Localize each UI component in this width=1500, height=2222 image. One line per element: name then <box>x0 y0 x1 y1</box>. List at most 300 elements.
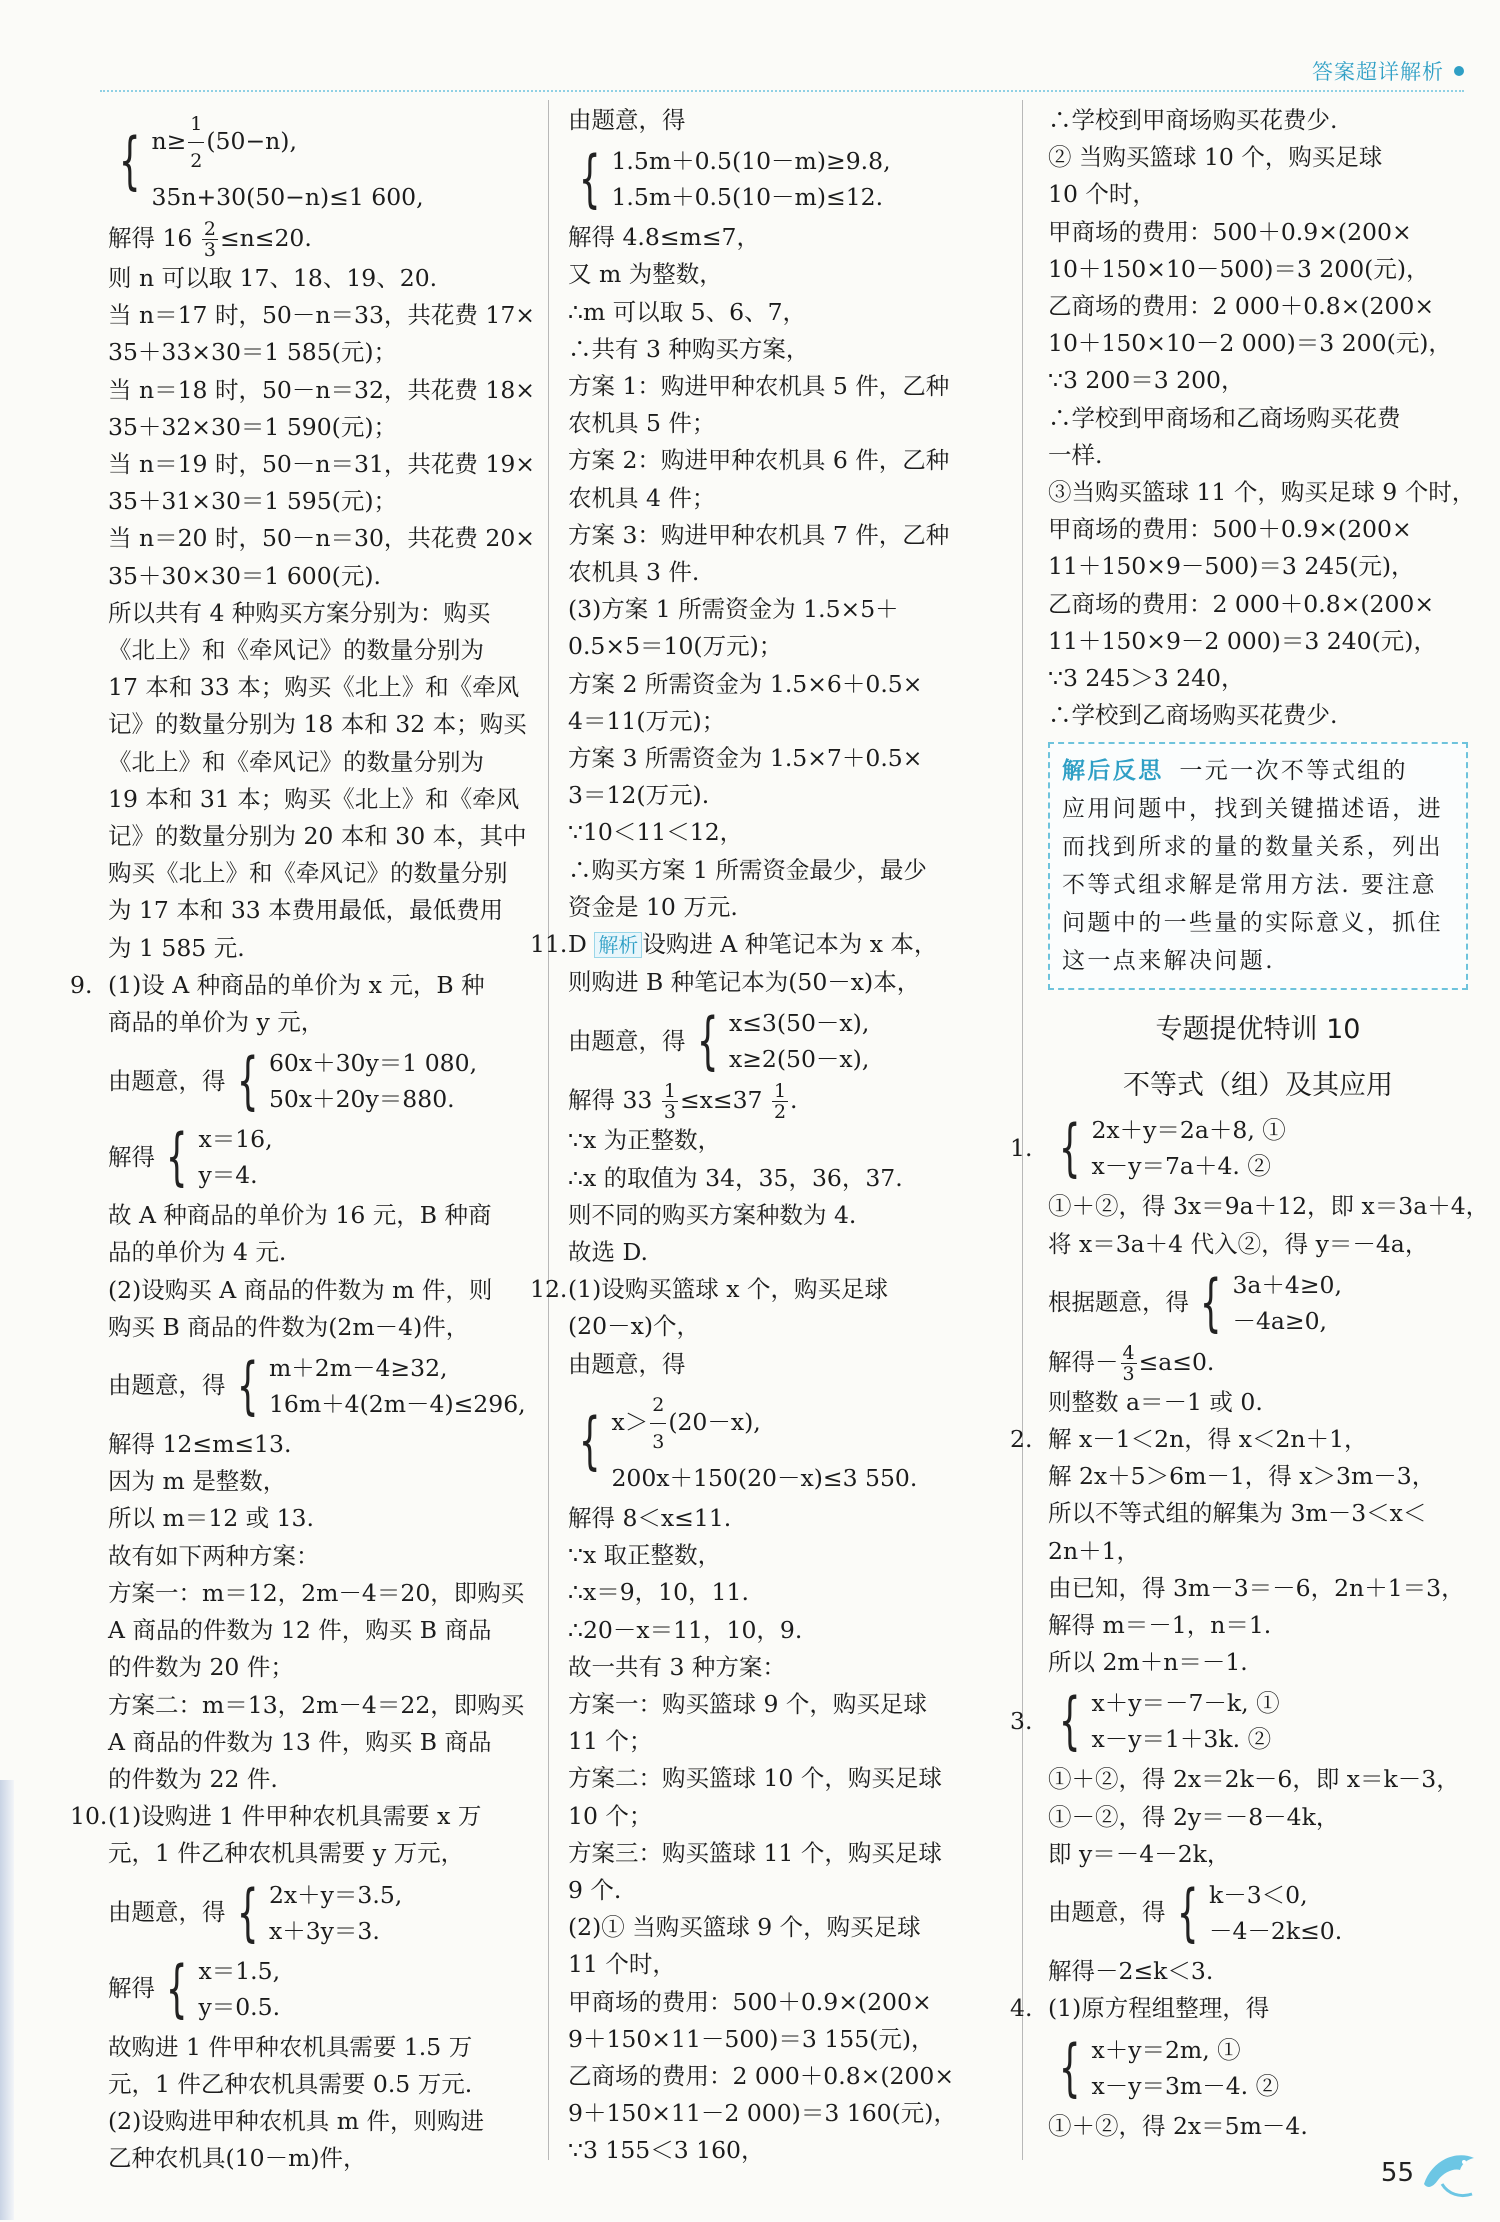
equation-system <box>1010 1684 1468 1758</box>
line-text: 所以共有 4 种购买方案分别为：购买 <box>108 598 491 627</box>
line-text: ∵10＜11＜12， <box>568 818 744 847</box>
line-text: (1)原方程组整理，得 <box>1048 1994 1270 2023</box>
line-text: ∵x 取正整数， <box>568 1541 722 1570</box>
line-text: 方案三：购买篮球 11 个，购买足球 <box>568 1838 942 1867</box>
column-middle <box>530 102 990 2170</box>
text-line: ∴学校到甲商场购买花费少. <box>1048 106 1338 134</box>
equation: 35n+30(50−n)≤1 600, <box>151 183 424 211</box>
question-number: 11. <box>530 930 568 959</box>
line-text: 解得 12≤m≤13. <box>108 1430 292 1459</box>
brace-icon: { <box>165 1120 188 1194</box>
equation: 200x＋150(20－x)≤3 550. <box>611 1463 918 1492</box>
line-text: ①＋②，得 2x＝5m－4. <box>1048 2111 1308 2140</box>
system-lines <box>1209 1877 1342 1949</box>
text-line: 11＋150×9－500)＝3 245(元)， <box>1048 552 1415 581</box>
fraction <box>202 219 218 260</box>
equation-system <box>108 1045 518 1117</box>
equation-system <box>1048 2032 1468 2104</box>
system-lines <box>1091 1112 1285 1184</box>
text-line <box>108 483 518 520</box>
text-line: ∴学校到甲商场和乙商场购买花费 <box>1048 403 1401 432</box>
brace-icon: { <box>1058 1111 1081 1185</box>
text-line <box>568 703 990 740</box>
text-line <box>1048 1226 1468 1263</box>
line-text: 由题意，得 <box>568 106 686 134</box>
text-line <box>568 1686 990 1723</box>
line-text: 农机具 3 件. <box>568 558 700 587</box>
brace-icon: { <box>578 1404 601 1478</box>
equation: x≥2(50－x), <box>728 1045 870 1074</box>
line-text: 甲商场的费用：500＋0.9×(200× <box>568 1987 932 2016</box>
question-number: 9. <box>70 970 93 999</box>
equation: x－y＝1＋3k. ② <box>1091 1725 1272 1754</box>
line-text: 方案 3 所需资金为 1.5×7＋0.5× <box>568 744 923 773</box>
line-text: 当 n＝19 时，50－n＝31，共花费 19× <box>108 450 535 479</box>
line-text: 当 n＝17 时，50－n＝33，共花费 17× <box>108 301 535 330</box>
line-text: 35＋33×30＝1 585(元)； <box>108 338 398 367</box>
line-text: 所以不等式组的解集为 3m－3＜x＜ <box>1048 1499 1427 1528</box>
line-text: 农机具 4 件； <box>568 483 716 512</box>
text-line <box>108 297 535 334</box>
line-text: 故有如下两种方案： <box>108 1541 320 1570</box>
text-line <box>568 591 990 628</box>
line-text: 又 m 为整数， <box>568 260 723 289</box>
question-number: 12. <box>530 1275 568 1304</box>
text-line <box>108 1649 518 1686</box>
text-line: ② 当购买篮球 10 个，购买足球 <box>1048 143 1383 172</box>
note-text: 问题中的一些量的实际意义，抓住 <box>1062 910 1443 937</box>
line-text: 11 个； <box>568 1727 653 1756</box>
equation: x＋y＝－7－k, ① <box>1091 1689 1280 1718</box>
text-line <box>568 1500 990 1537</box>
line-text: 记》的数量分别为 20 本和 30 本，其中 <box>108 822 527 851</box>
text-line <box>108 2140 518 2177</box>
fraction-denominator: 2 <box>190 150 203 172</box>
text-line: 10 个时， <box>1048 180 1156 209</box>
equation: m＋2m－4≥32, <box>268 1354 448 1383</box>
line-text: 将 x＝3a＋4 代入②，得 y＝－4a， <box>1048 1229 1429 1258</box>
text-line <box>1048 1458 1468 1495</box>
text-line <box>568 102 990 139</box>
line-text: 品的单价为 4 元. <box>108 1238 287 1267</box>
line-text: (1)设购买篮球 x 个，购买足球 <box>568 1275 888 1304</box>
text-line: 乙商场的费用：2 000＋0.8×(200× <box>1048 589 1435 618</box>
line-text: 35＋30×30＝1 600(元). <box>108 561 381 590</box>
equation: 60x＋30y＝1 080, <box>268 1049 478 1078</box>
brace-icon: { <box>118 123 141 197</box>
system-prefix: 由题意，得 <box>568 1026 686 1055</box>
line-text: 当 n＝20 时，50－n＝30，共花费 20× <box>108 524 535 553</box>
text-line <box>568 1612 990 1649</box>
line-text: 则不同的购买方案种数为 4. <box>568 1200 857 1229</box>
text-line <box>108 1612 518 1649</box>
text-line <box>568 1798 990 1835</box>
text-line <box>108 595 518 632</box>
system-lines <box>1091 1685 1279 1757</box>
system-prefix: 由题意，得 <box>108 1897 226 1926</box>
line-text: (1)设购进 1 件甲种农机具需要 x 万 <box>108 1802 482 1831</box>
fraction-numerator: 2 <box>650 1387 666 1424</box>
text-line <box>1048 1953 1468 1990</box>
system-prefix: 解得 <box>108 1973 155 2002</box>
line-text: 由题意，得 <box>568 1349 686 1378</box>
equation: 2x＋y＝2a＋8, ① <box>1091 1116 1286 1145</box>
line-text: 农机具 5 件； <box>568 409 716 438</box>
text-line <box>568 256 990 293</box>
system-lines <box>1091 2032 1279 2104</box>
equation-system <box>568 1387 990 1496</box>
brace-icon: { <box>696 1004 719 1078</box>
text-line <box>108 1761 518 1798</box>
page-edge-shadow <box>0 1780 14 2220</box>
line-text: 19 本和 31 本；购买《北上》和《牵风 <box>108 784 520 813</box>
line-text: ∴购买方案 1 所需资金最少，最少 <box>568 855 927 884</box>
fraction-numerator: 4 <box>1122 1341 1135 1364</box>
note-text: 不等式组求解是常用方法. 要注意 <box>1062 872 1438 899</box>
text-line <box>568 1197 990 1234</box>
line-text: 35＋32×30＝1 590(元)； <box>108 412 398 441</box>
equation: y＝0.5. <box>198 1992 281 2021</box>
line-text: 《北上》和《牵风记》的数量分别为 <box>108 747 484 776</box>
line-text: 方案一：m＝12，2m－4＝20，即购买 <box>108 1578 525 1607</box>
system-prefix: 根据题意，得 <box>1048 1288 1189 1317</box>
text-line <box>108 1724 518 1761</box>
brace-icon: { <box>1058 1684 1081 1758</box>
line-text: ∵3 155＜3 160， <box>568 2136 765 2165</box>
line-text: 则整数 a＝－1 或 0. <box>1048 1387 1263 1416</box>
equation-system <box>108 106 518 215</box>
equation: 1.5m＋0.5(10－m)≥9.8, <box>611 147 891 176</box>
question-number: 3. <box>1010 1706 1033 1735</box>
text-line: 甲商场的费用：500＋0.9×(200× <box>1048 515 1412 544</box>
fraction-denominator: 3 <box>1122 1362 1135 1385</box>
brace-icon: { <box>1058 2030 1081 2104</box>
equation: x≤3(50－x), <box>728 1009 870 1038</box>
text-line <box>568 1760 990 1797</box>
text-line: ∴学校到乙商场购买花费少. <box>1048 701 1338 730</box>
text-line <box>568 852 990 889</box>
text-line: 10＋150×10－500)＝3 200(元)， <box>1048 254 1430 283</box>
text-line <box>568 777 990 814</box>
text-line: 11＋150×9－2 000)＝3 240(元)， <box>1048 626 1437 655</box>
text-line <box>108 818 527 855</box>
text-line <box>1048 1570 1468 1607</box>
fraction-denominator: 3 <box>663 1101 676 1124</box>
text-line <box>568 2095 990 2132</box>
note-heading: 解后反思 <box>1062 758 1164 785</box>
text-line <box>108 409 518 446</box>
equation: －4－2k≤0. <box>1208 1917 1343 1946</box>
section-subtitle: 不等式（组）及其应用 <box>1123 1070 1393 1102</box>
text-line <box>108 855 518 892</box>
equation: －4a≥0, <box>1232 1306 1328 1335</box>
text-line <box>568 2058 990 2095</box>
column-divider <box>548 100 549 2160</box>
line-text: 9＋150×11－500)＝3 155(元)， <box>568 2024 935 2053</box>
fraction-numerator: 1 <box>773 1080 787 1103</box>
text-line <box>1048 1188 1490 1225</box>
line-text: ①＋②，得 3x＝9a＋12，即 x＝3a＋4， <box>1048 1192 1490 1221</box>
line-text: ∴m 可以取 5、6、7， <box>568 297 807 326</box>
fraction <box>662 1081 678 1122</box>
text-line <box>568 964 990 1001</box>
text-line <box>108 669 518 706</box>
fraction-denominator: 3 <box>203 239 216 261</box>
fraction-denominator: 3 <box>652 1430 665 1453</box>
line-text: ∴x＝9，10，11. <box>568 1578 749 1607</box>
equation-system <box>1048 1877 1468 1949</box>
text-line <box>108 2029 518 2066</box>
text-line <box>108 2066 518 2103</box>
brace-icon: { <box>1176 1876 1199 1950</box>
question-line <box>530 1271 990 1308</box>
text-line: ∵3 245＞3 240， <box>1048 664 1245 693</box>
line-text: 元，1 件乙种农机具需要 y 万元， <box>108 1839 465 1868</box>
line-text: 故一共有 3 种方案： <box>568 1652 786 1681</box>
text-line <box>568 1234 990 1271</box>
text-line <box>108 1500 518 1537</box>
line-text: ∴x 的取值为 34，35，36，37. <box>568 1163 903 1192</box>
system-lines <box>269 1045 477 1117</box>
line-text: (2)设购买 A 商品的件数为 m 件，则 <box>108 1275 493 1304</box>
text-line <box>568 517 990 554</box>
line-text: ①－②，得 2y＝－8－4k， <box>1048 1802 1340 1831</box>
text-line <box>568 1649 990 1686</box>
question-line <box>530 926 990 964</box>
system-prefix: 解得 <box>108 1142 155 1171</box>
text-line <box>1048 1607 1468 1644</box>
equation: 1.5m＋0.5(10－m)≤12. <box>611 183 884 212</box>
text-line <box>568 1122 990 1159</box>
line-text: 0.5×5＝10(万元)； <box>568 632 783 661</box>
text-line <box>108 446 535 483</box>
fraction-numerator: 1 <box>663 1080 676 1103</box>
text-line <box>568 2132 990 2169</box>
analysis-tag: 解析 <box>594 932 642 958</box>
question-number: 10. <box>70 1802 108 1831</box>
equation-system <box>568 1005 990 1077</box>
equation-system <box>1048 1267 1468 1339</box>
equation: x－y＝7a＋4. ② <box>1091 1152 1271 1181</box>
text-line <box>108 1687 525 1724</box>
line-text: 由已知，得 3m－3＝－6，2n＋1＝3， <box>1048 1573 1465 1602</box>
line-text: D 解析 设购进 A 种笔记本为 x 本， <box>568 930 938 959</box>
brace-icon: { <box>165 1951 188 2025</box>
text-line <box>1048 1533 1468 1570</box>
text-line: 甲商场的费用：500＋0.9×(200× <box>1048 217 1412 246</box>
line-text: 为 17 本和 33 本费用最低，最低费用 <box>108 896 504 925</box>
text-line <box>568 666 990 703</box>
question-line <box>1010 1990 1468 2027</box>
text-line <box>108 1004 518 1041</box>
line-text: 的件数为 22 件. <box>108 1764 278 1793</box>
text-line <box>108 1538 518 1575</box>
header-title: 答案超详解析 <box>1312 60 1444 84</box>
text-line <box>568 1723 990 1760</box>
equation: 16m＋4(2m－4)≤296, <box>268 1390 526 1419</box>
line-text: 解 x－1＜2n，得 x＜2n＋1， <box>1048 1425 1368 1454</box>
line-text: 方案一：购买篮球 9 个，购买足球 <box>568 1689 927 1718</box>
text-line <box>108 2103 518 2140</box>
line-text: A 商品的件数为 13 件，购买 B 商品 <box>108 1727 492 1756</box>
system-prefix: 由题意，得 <box>108 1371 226 1400</box>
equation: x＝16, <box>198 1125 273 1154</box>
line-text: 乙种农机具(10－m)件， <box>108 2144 367 2173</box>
line-text: 2n＋1， <box>1048 1536 1141 1565</box>
line-text: 方案二：m＝13，2m－4＝22，即购买 <box>108 1690 525 1719</box>
text-line <box>108 1575 525 1612</box>
line-text: 解得 8＜x≤11. <box>568 1503 732 1532</box>
question-number: 1. <box>1010 1133 1033 1162</box>
text-line <box>568 1946 990 1983</box>
line-text: 方案 2 所需资金为 1.5×6＋0.5× <box>568 669 923 698</box>
line-text: (20－x)个， <box>568 1312 700 1341</box>
line-text: 购买 B 商品的件数为(2m－4)件， <box>108 1312 470 1341</box>
page-header <box>1312 56 1464 86</box>
line-text: 17 本和 33 本；购买《北上》和《牵风 <box>108 673 520 702</box>
fraction <box>1121 1343 1137 1384</box>
question-line <box>70 967 518 1004</box>
brace-icon: { <box>1199 1265 1222 1339</box>
line-text: 则 n 可以取 17、18、19、20. <box>108 264 438 292</box>
equation: x－y＝3m－4. ② <box>1091 2071 1280 2100</box>
equation: x＞ $\frac{2}{3}$ (20－x), <box>611 1387 917 1460</box>
text-line <box>568 1984 990 2021</box>
fraction <box>188 106 204 179</box>
system-lines <box>151 106 423 215</box>
text-line <box>1048 1343 1468 1384</box>
line-text: (3)方案 1 所需资金为 1.5×5＋ <box>568 595 899 624</box>
system-lines <box>611 1387 917 1496</box>
line-text: A 商品的件数为 12 件，购买 B 商品 <box>108 1616 492 1645</box>
text-line <box>568 1909 990 1946</box>
line-text: 9 个. <box>568 1875 622 1904</box>
text-line <box>1048 2108 1468 2145</box>
text-line <box>1048 1644 1468 1681</box>
text-line <box>568 368 990 405</box>
text-line <box>568 2021 990 2058</box>
text-line <box>108 706 527 743</box>
line-text: 解得 4.8≤m≤7， <box>568 223 760 252</box>
brace-icon: { <box>236 1349 259 1423</box>
fraction <box>650 1387 666 1460</box>
dolphin-icon <box>1418 2140 1480 2204</box>
equation: x＋y＝2m, ① <box>1091 2035 1241 2064</box>
line-text: 乙商场的费用：2 000＋0.8×(200× <box>568 2061 955 2090</box>
text-line <box>568 814 990 851</box>
text-line <box>108 744 518 781</box>
equation: x＝1.5, <box>198 1956 281 1985</box>
line-text: 则购进 B 种笔记本为(50－x)本， <box>568 968 921 997</box>
brace-icon: { <box>578 142 601 216</box>
text-line <box>568 219 990 256</box>
line-text: 11 个时， <box>568 1950 676 1979</box>
question-line <box>1010 1421 1468 1458</box>
line-text: 元，1 件乙种农机具需要 0.5 万元. <box>108 2069 473 2098</box>
note-text: 一元一次不等式组的 <box>1179 758 1408 785</box>
system-prefix: 由题意，得 <box>1048 1898 1166 1927</box>
line-text: 35＋31×30＝1 595(元)； <box>108 487 398 516</box>
text-line <box>108 372 535 409</box>
text-line <box>568 1081 990 1122</box>
text-line <box>568 740 990 777</box>
line-text: 《北上》和《牵风记》的数量分别为 <box>108 636 484 665</box>
equation: 2x＋y＝3.5, <box>268 1880 403 1909</box>
line-text: 故购进 1 件甲种农机具需要 1.5 万 <box>108 2032 473 2061</box>
text-line <box>568 1537 990 1574</box>
text-line <box>108 892 518 929</box>
equation: 50x＋20y＝880. <box>268 1085 455 1114</box>
equation-system <box>568 143 990 215</box>
line-text: 所以 m＝12 或 13. <box>108 1504 314 1533</box>
equation: 3a＋4≥0, <box>1232 1270 1342 1299</box>
line-text: 故选 D. <box>568 1238 648 1267</box>
question-line <box>70 1798 518 1835</box>
line-text: 即 y＝－4－2k， <box>1048 1839 1231 1868</box>
section-title: 专题提优特训 10 <box>1155 1014 1361 1046</box>
line-text: (2)设购进甲种农机具 m 件，则购进 <box>108 2106 485 2135</box>
line-text: 3＝12(万元). <box>568 781 710 810</box>
text-line <box>568 1835 990 1872</box>
text-line <box>108 520 535 557</box>
text-line <box>108 1197 518 1234</box>
text-line: ③当购买篮球 11 个，购买足球 9 个时， <box>1048 478 1476 507</box>
line-text: 解 2x＋5＞6m－1，得 x＞3m－3， <box>1048 1462 1436 1491</box>
equation-system <box>1010 1111 1468 1185</box>
line-text: 方案 3：购进甲种农机具 7 件，乙种 <box>568 520 950 549</box>
line-text: 为 1 585 元. <box>108 933 245 962</box>
note-text: 应用问题中，找到关键描述语，进 <box>1062 796 1443 823</box>
equation: y＝4. <box>198 1161 258 1190</box>
line-text: ∴20－x＝11，10，9. <box>568 1615 803 1644</box>
system-lines <box>611 143 890 215</box>
text-line <box>568 628 990 665</box>
text-line <box>108 632 518 669</box>
text-line <box>108 1426 518 1463</box>
page-number: 55 <box>1380 2158 1414 2188</box>
fraction-denominator: 2 <box>773 1101 787 1124</box>
line-text: ∴共有 3 种购买方案， <box>568 334 810 363</box>
text-line <box>1048 1384 1468 1421</box>
question-number: 2. <box>1010 1425 1033 1454</box>
line-text: (1)设 A 种商品的单价为 x 元，B 种 <box>108 970 485 999</box>
system-lines <box>198 1953 280 2025</box>
line-text: 因为 m 是整数， <box>108 1467 287 1496</box>
equation-system <box>108 1349 526 1423</box>
text-line <box>108 781 518 818</box>
text-line <box>108 1463 518 1500</box>
note-text: 这一点来解决问题. <box>1062 948 1275 975</box>
brace-icon: { <box>236 1044 259 1118</box>
text-line <box>568 1574 990 1611</box>
text-line <box>108 1309 518 1346</box>
text-line <box>568 1308 990 1345</box>
header-rule <box>100 90 1464 92</box>
line-text: 解得 m＝－1，n＝1. <box>1048 1611 1272 1640</box>
line-text: ①＋②，得 2x＝2k－6，即 x＝k－3， <box>1048 1765 1460 1794</box>
equation-system <box>108 1877 518 1949</box>
line-text: 9＋150×11－2 000)＝3 160(元)， <box>568 2099 957 2128</box>
note-text: 而找到所求的量的数量关系，列出 <box>1062 834 1443 861</box>
text-line <box>108 260 518 297</box>
text-line: 一样. <box>1048 440 1103 469</box>
system-prefix: 由题意，得 <box>108 1066 226 1095</box>
text-line <box>568 405 990 442</box>
line-text: 的件数为 20 件； <box>108 1653 294 1682</box>
text-line <box>1048 1799 1468 1836</box>
question-number: 4. <box>1010 1994 1033 2023</box>
header-dot-icon <box>1454 66 1464 76</box>
